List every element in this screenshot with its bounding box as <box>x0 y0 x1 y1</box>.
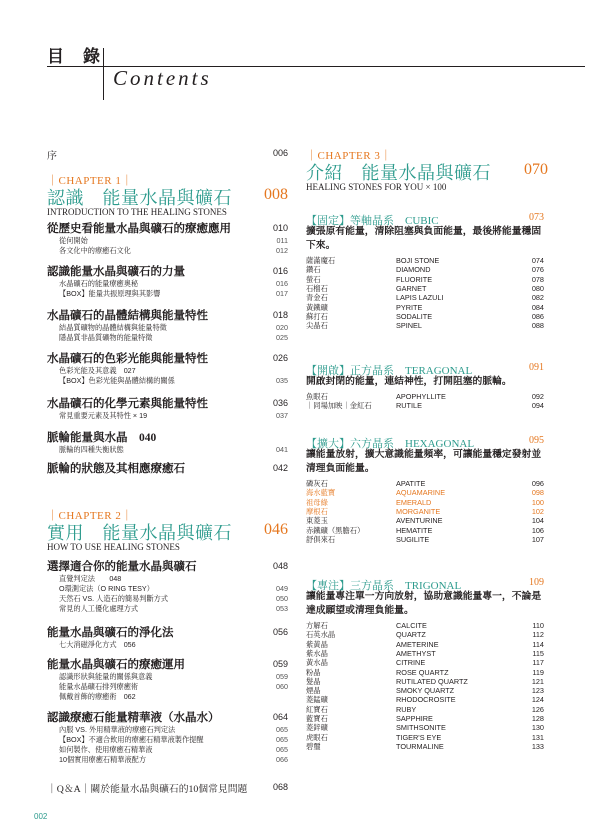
gem-page: 114 <box>532 639 544 649</box>
subsection-item: 隱晶質非晶質礦物的能量特徵 <box>59 333 153 342</box>
section-title: 認識療癒石能量精華液（水晶水） <box>47 712 220 724</box>
subsection-item: 結晶質礦物的晶體結構與能量特徵 <box>59 323 167 332</box>
gem-name-en: LAPIS LAZULI <box>396 293 444 303</box>
section-title: 脈輪能量與水晶 040 <box>47 432 157 444</box>
subsection-item: O環測定法（O RING TESY） <box>59 584 154 593</box>
subsection-item: 10個實用療癒石精華液配方 <box>59 755 147 764</box>
crystal-system-description: 讓能量放射，擴大意識能量頻率，可讓能量穩定發射並清理負面能量。 <box>306 449 542 474</box>
gem-name-en: PYRITE <box>396 302 423 312</box>
gem-name-cn: 紫水晶 <box>306 648 328 658</box>
gem-name-cn: 石榴石 <box>306 283 328 293</box>
subsection-item: 色彩光能及其意義 027 <box>59 366 136 375</box>
subsection-page: 065 <box>276 725 288 734</box>
crystal-system-description: 開啟封閉的能量，連結神性，打開阻塞的脈輪。 <box>306 376 512 387</box>
subsection-item: 如何製作、使用療癒石精華液 <box>59 745 153 754</box>
subsection-page: 037 <box>276 411 288 420</box>
gem-name-en: AQUAMARINE <box>396 488 446 498</box>
gem-page: 130 <box>531 723 544 733</box>
gem-name-en: SPINEL <box>396 321 422 331</box>
gem-name-cn: 虎眼石 <box>306 732 328 742</box>
subsection-page: 017 <box>276 289 288 298</box>
page-title-chinese: 目 錄 <box>47 47 101 66</box>
gem-name-en: BOJI STONE <box>396 256 440 265</box>
gem-name-en: APATITE <box>396 479 426 488</box>
gem-name-en: SAPPHIRE <box>396 714 433 723</box>
gem-name-cn: 舒俱來石 <box>306 534 336 544</box>
gem-name-cn: 菱鋅礦 <box>306 723 328 733</box>
crystal-system-heading: 【擴大】六方晶系 HEXAGONAL <box>306 438 475 450</box>
gem-name-en: ROSE QUARTZ <box>396 667 449 677</box>
gem-page: 133 <box>531 741 544 751</box>
gem-page: 112 <box>532 630 544 640</box>
gem-name-cn: 粉晶 <box>306 667 321 677</box>
gem-name-en: HEMATITE <box>396 525 433 535</box>
gem-name-cn: 摩根石 <box>306 506 328 516</box>
subsection-item: 能量水晶礦石排列療癒術 <box>59 682 139 691</box>
gem-name-cn: 菱錳礦 <box>306 695 328 705</box>
right-column <box>306 0 564 838</box>
qa-title: ｜Q＆A｜關於能量水晶與礦石的10個常見問題 <box>47 784 248 795</box>
subsection-page: 066 <box>276 755 288 764</box>
gem-page: 092 <box>531 392 544 401</box>
crystal-system-page: 095 <box>529 435 544 446</box>
subsection-page: 053 <box>276 604 288 613</box>
chapter-label: ｜CHAPTER 3｜ <box>306 150 392 162</box>
section-title: 水晶礦石的化學元素與能量特性 <box>47 398 208 410</box>
gem-name-cn: 黃水晶 <box>306 658 328 668</box>
gem-page: 102 <box>531 506 544 516</box>
section-page: 010 <box>272 223 288 233</box>
gem-page: 074 <box>531 256 544 265</box>
chapter-title: 認識 能量水晶與礦石 <box>47 188 232 208</box>
gem-name-cn: 紅寶石 <box>306 704 328 714</box>
page-title-english: Contents <box>113 66 212 90</box>
gem-name-cn: 髮晶 <box>306 676 321 686</box>
gem-page: 115 <box>532 648 544 658</box>
gem-name-cn: ｜同場加映｜金紅石 <box>306 401 372 411</box>
section-title: 水晶礦石的晶體結構與能量特性 <box>47 310 208 322</box>
subsection-item: 從何開始 <box>59 236 88 245</box>
gem-name-en: SUGILITE <box>396 534 430 544</box>
gem-name-cn: 鑽石 <box>306 265 321 275</box>
chapter-title: 實用 能量水晶與礦石 <box>47 523 232 543</box>
gem-name-en: MORGANITE <box>396 506 441 516</box>
gem-name-cn: 藍寶石 <box>306 714 328 723</box>
gem-name-en: GARNET <box>396 283 427 293</box>
subsection-item: 天然石 VS. 人造石的簡易判斷方式 <box>59 594 169 603</box>
crystal-system-heading: 【開啟】正方晶系 TERAGONAL <box>306 365 473 377</box>
gem-name-cn: 螢石 <box>306 274 321 284</box>
gem-page: 094 <box>531 401 544 411</box>
subsection-item: 認識形狀與能量的關係與意義 <box>59 672 153 681</box>
gem-name-cn: 方解石 <box>306 621 328 630</box>
gem-page: 124 <box>531 695 544 705</box>
section-title: 從歷史看能量水晶與礦石的療癒應用 <box>47 223 231 235</box>
section-page: 048 <box>272 561 288 571</box>
gem-name-en: RUBY <box>396 704 417 714</box>
gem-page: 080 <box>531 283 544 293</box>
gem-name-cn: 青金石 <box>306 293 328 303</box>
crystal-system-description: 讓能量專注單一方向放射，協助意識能量專一，不論是達成願望或清理負能量。 <box>306 591 542 616</box>
chapter-label: ｜CHAPTER 1｜ <box>47 175 133 187</box>
section-title: 認識能量水晶與礦石的力量 <box>47 266 185 278</box>
subsection-page: 025 <box>276 333 288 342</box>
subsection-item: 常見的人工優化處理方式 <box>59 604 139 613</box>
section-title: 能量水晶與礦石的療癒運用 <box>47 659 185 671</box>
preface-label: 序 <box>47 151 57 162</box>
subsection-page: 050 <box>276 594 288 603</box>
gem-name-cn: 赤鐵礦（黑膽石） <box>306 525 365 535</box>
subsection-item: 水晶礦石的能量療癒奧秘 <box>59 279 139 288</box>
subsection-page: 041 <box>276 445 288 454</box>
gem-name-en: SMOKY QUARTZ <box>396 686 455 696</box>
subsection-item: 【BOX】能量共振原理與其影響 <box>59 289 161 298</box>
gem-name-en: FLUORITE <box>396 274 433 284</box>
section-page: 018 <box>272 310 288 320</box>
section-title: 水晶礦石的色彩光能與能量特性 <box>47 353 208 365</box>
subsection-item: 【BOX】不適合飲用的療癒石精華液製作提醒 <box>59 735 204 744</box>
section-page: 042 <box>272 463 288 473</box>
subsection-page: 012 <box>276 246 288 255</box>
gem-name-cn: 尖晶石 <box>306 321 328 331</box>
gem-name-cn: 黃鐵礦 <box>306 302 328 312</box>
section-page: 059 <box>272 659 288 669</box>
gem-page: 126 <box>531 704 544 714</box>
crystal-system-heading: 【專注】三方晶系 TRIGONAL <box>306 580 462 592</box>
subsection-page: 016 <box>276 279 288 288</box>
section-page: 036 <box>272 398 288 408</box>
section-page: 026 <box>272 353 288 363</box>
subsection-page: 035 <box>276 376 288 385</box>
gem-page: 086 <box>531 311 544 321</box>
subsection-item: 內服 VS. 外用精華液的療癒石判定法 <box>59 725 176 734</box>
subsection-item: 直覺判定法 048 <box>59 574 122 583</box>
gem-page: 084 <box>531 302 544 312</box>
subsection-page: 049 <box>276 584 288 593</box>
chapter-subtitle: HOW TO USE HEALING STONES <box>47 542 180 552</box>
gem-name-en: TIGER'S EYE <box>396 732 442 742</box>
gem-name-en: APOPHYLLITE <box>396 392 446 401</box>
preface-page: 006 <box>272 148 288 158</box>
gem-name-cn: 魚眼石 <box>306 392 328 401</box>
subsection-item: 脈輪的四種失衡狀態 <box>59 445 124 454</box>
crystal-system-page: 091 <box>529 362 544 373</box>
qa-page: 068 <box>272 782 288 792</box>
gem-page: 110 <box>532 621 544 630</box>
gem-name-cn: 紫黃晶 <box>306 639 328 649</box>
chapter-page: 070 <box>524 161 548 178</box>
gem-name-cn: 蘇打石 <box>306 311 328 321</box>
gem-page: 082 <box>531 293 544 303</box>
crystal-system-page: 109 <box>529 577 544 588</box>
gem-name-cn: 煙晶 <box>306 686 321 696</box>
gem-page: 123 <box>531 686 544 696</box>
gem-name-en: SODALITE <box>396 311 433 321</box>
gem-name-cn: 海水藍寶 <box>306 488 336 498</box>
gem-name-en: AMETHYST <box>396 648 436 658</box>
section-page: 056 <box>272 627 288 637</box>
gem-name-en: TOURMALINE <box>396 741 444 751</box>
page-number: 002 <box>34 812 48 821</box>
gem-name-en: RHODOCROSITE <box>396 695 456 705</box>
gem-page: 128 <box>531 714 544 723</box>
left-column <box>47 0 292 838</box>
subsection-page: 060 <box>276 682 288 691</box>
section-title: 脈輪的狀態及其相應療癒石 <box>47 463 185 475</box>
section-title: 選擇適合你的能量水晶與礦石 <box>47 561 197 573</box>
gem-page: 096 <box>531 479 544 488</box>
gem-name-cn: 東菱玉 <box>306 516 328 526</box>
gem-page: 098 <box>531 488 544 498</box>
section-page: 064 <box>272 712 288 722</box>
chapter-subtitle: INTRODUCTION TO THE HEALING STONES <box>47 207 227 217</box>
subsection-page: 011 <box>276 236 288 245</box>
crystal-system-page: 073 <box>529 212 544 223</box>
gem-page: 119 <box>532 667 544 677</box>
chapter-subtitle: HEALING STONES FOR YOU × 100 <box>306 182 447 192</box>
gem-name-en: SMITHSONITE <box>396 723 446 733</box>
gem-page: 121 <box>531 676 544 686</box>
gem-name-en: DIAMOND <box>396 265 431 275</box>
subsection-page: 020 <box>276 323 288 332</box>
gem-name-en: EMERALD <box>396 497 432 507</box>
gem-name-en: CITRINE <box>396 658 426 668</box>
gem-page: 100 <box>531 497 544 507</box>
subsection-page: 059 <box>276 672 288 681</box>
subsection-item: 【BOX】色彩光能與晶體結構的關係 <box>59 376 175 385</box>
gem-name-en: QUARTZ <box>396 630 426 640</box>
gem-name-cn: 石英水晶 <box>306 630 336 640</box>
subsection-page: 065 <box>276 745 288 754</box>
gem-page: 088 <box>531 321 544 331</box>
gem-page: 104 <box>531 516 544 526</box>
chapter-page: 046 <box>264 521 288 538</box>
subsection-item: 常見重要元素及其特性 × 19 <box>59 411 148 420</box>
gem-name-en: AMETERINE <box>396 639 439 649</box>
subsection-item: 七大消磁淨化方式 056 <box>59 640 136 649</box>
gem-name-en: RUTILE <box>396 401 422 411</box>
section-title: 能量水晶與礦石的淨化法 <box>47 627 174 639</box>
gem-name-cn: 薩滿魔石 <box>306 256 336 265</box>
section-page: 016 <box>272 266 288 276</box>
subsection-item: 佩戴首飾的療癒術 062 <box>59 692 136 701</box>
gem-page: 106 <box>531 525 544 535</box>
gem-page: 131 <box>531 732 544 742</box>
crystal-system-heading: 【固定】等軸晶系 CUBIC <box>306 215 439 227</box>
gem-page: 117 <box>532 658 544 668</box>
gem-page: 107 <box>531 534 544 544</box>
chapter-label: ｜CHAPTER 2｜ <box>47 510 133 522</box>
chapter-title: 介紹 能量水晶與礦石 <box>306 163 491 183</box>
chapter-page: 008 <box>264 186 288 203</box>
crystal-system-description: 擴張原有能量，清除阻塞與負面能量，最後將能量穩固下來。 <box>306 226 542 251</box>
gem-name-cn: 碧璽 <box>306 741 321 751</box>
subsection-item: 各文化中的療癒石文化 <box>59 246 131 255</box>
gem-name-en: RUTILATED QUARTZ <box>396 676 468 686</box>
gem-name-en: AVENTURINE <box>396 516 443 526</box>
gem-name-cn: 祖母綠 <box>306 497 328 507</box>
gem-page: 076 <box>531 265 544 275</box>
gem-name-cn: 磷灰石 <box>306 479 328 488</box>
gem-name-en: CALCITE <box>396 621 427 630</box>
subsection-page: 065 <box>276 735 288 744</box>
gem-page: 078 <box>531 274 544 284</box>
